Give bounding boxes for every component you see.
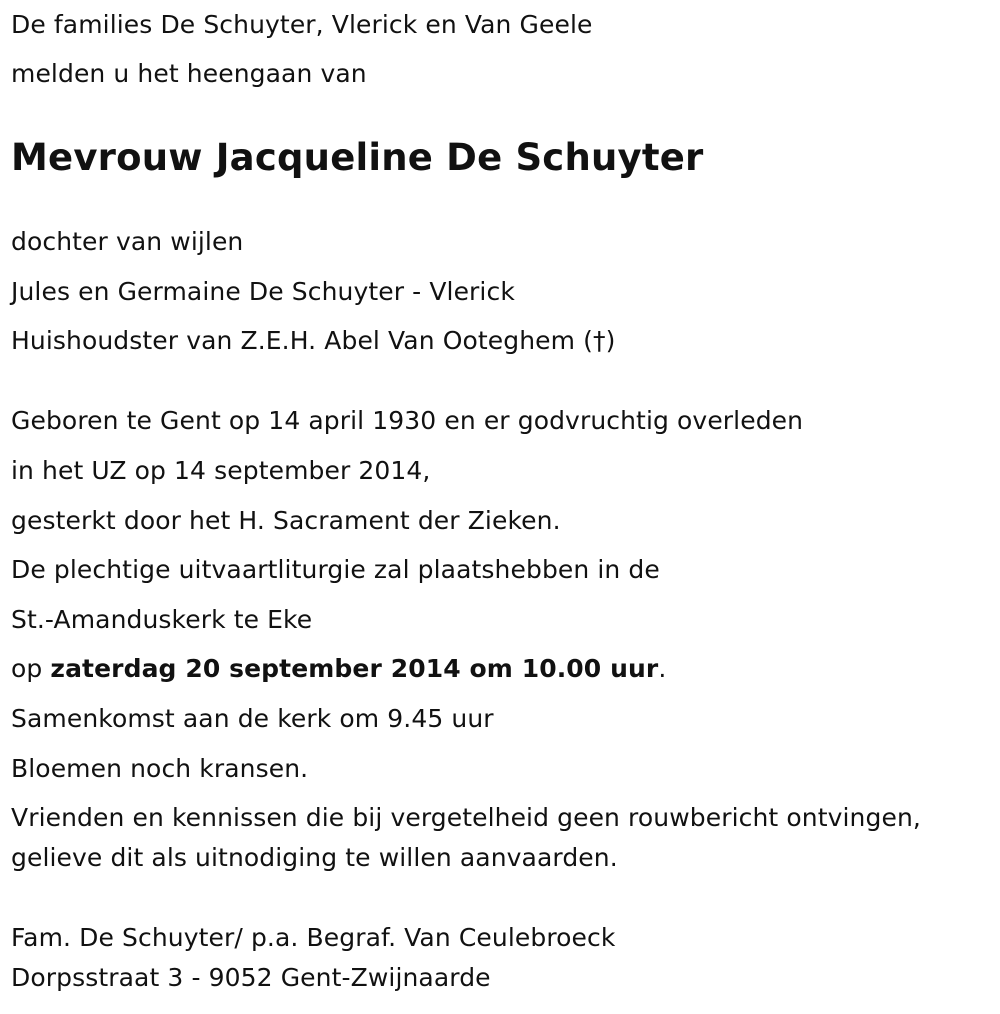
deceased-name: Mevrouw Jacqueline De Schuyter (11, 136, 704, 179)
details-church: St.-Amanduskerk te Eke (11, 605, 313, 634)
date-prefix: op (11, 654, 51, 683)
date-suffix: . (658, 654, 667, 683)
details-friends-line1: Vrienden en kennissen die bij vergetelheid geen rouwbericht ontvingen, (11, 803, 921, 832)
intro-families: De families De Schuyter, Vlerick en Van Geele (11, 10, 593, 39)
relation-daughter-of: dochter van wijlen (11, 227, 244, 256)
relation-parents: Jules en Germaine De Schuyter - Vlerick (11, 277, 515, 306)
intro-announcement: melden u het heengaan van (11, 59, 367, 88)
details-date-line (11, 654, 666, 684)
funeral-date: zaterdag 20 september 2014 om 10.00 uur (50, 654, 659, 683)
details-gathering: Samenkomst aan de kerk om 9.45 uur (11, 704, 494, 733)
details-died: in het UZ op 14 september 2014, (11, 456, 431, 485)
contact-name: Fam. De Schuyter/ p.a. Begraf. Van Ceulebroeck (11, 923, 616, 952)
details-sacrament: gesterkt door het H. Sacrament der Zieken. (11, 506, 561, 535)
details-liturgy: De plechtige uitvaartliturgie zal plaatshebben in de (11, 555, 660, 584)
contact-address: Dorpsstraat 3 - 9052 Gent-Zwijnaarde (11, 963, 491, 992)
details-friends-line2: gelieve dit als uitnodiging te willen aanvaarden. (11, 843, 618, 872)
details-born: Geboren te Gent op 14 april 1930 en er godvruchtig overleden (11, 406, 804, 435)
relation-occupation: Huishoudster van Z.E.H. Abel Van Ooteghem (†) (11, 326, 616, 355)
details-flowers: Bloemen noch kransen. (11, 754, 309, 783)
